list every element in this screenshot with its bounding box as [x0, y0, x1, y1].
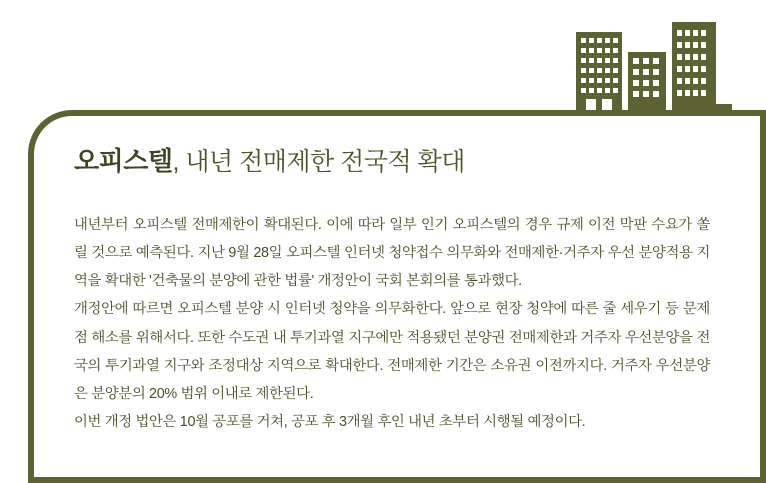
article-body — [74, 211, 710, 436]
article-paragraph-2: 개정안에 따르면 오피스텔 분양 시 인터넷 청약을 의무화한다. 앞으로 현장 청약에 따른 줄 세우기 등 문제점 해소를 위해서다. 또한 수도권 내 투기과열 지구에만 적용됐던 분양권 전매제한과 거주자 우선분양을 전국의 투기과열 지구와 조정대상 지역으로 확대한다. 전매제한 기간은 소유권 이전까지다. 거주자 우선분양은 분양분의 20% 범위 이내로 제한된다. — [74, 301, 710, 402]
page-title — [74, 146, 710, 177]
page-title-rest: , 내년 전매제한 전국적 확대 — [172, 148, 465, 176]
page-title-lead: 오피스텔 — [74, 146, 173, 176]
article-paragraph-3: 이번 개정 법안은 10월 공포를 거쳐, 공포 후 3개월 후인 내년 초부터 시행될 예정이다. — [74, 413, 586, 430]
article-frame-bottom-border — [28, 477, 766, 483]
article-content — [74, 146, 710, 436]
city-buildings-icon — [572, 18, 732, 118]
article-frame-right-border — [760, 110, 766, 483]
article-paragraph-1: 내년부터 오피스텔 전매제한이 확대된다. 이에 따라 일부 인기 오피스텔의 경우 규제 이전 막판 수요가 쏠릴 것으로 예측된다. 지난 9월 28일 오피스텔 인터넷 청약접수 의무화와 전매제한·거주자 우선 분양적용 지역을 확대한 '건축물의 분양에 관한 법률' 개정안이 국회 본회의를 통과했다. — [74, 217, 710, 290]
